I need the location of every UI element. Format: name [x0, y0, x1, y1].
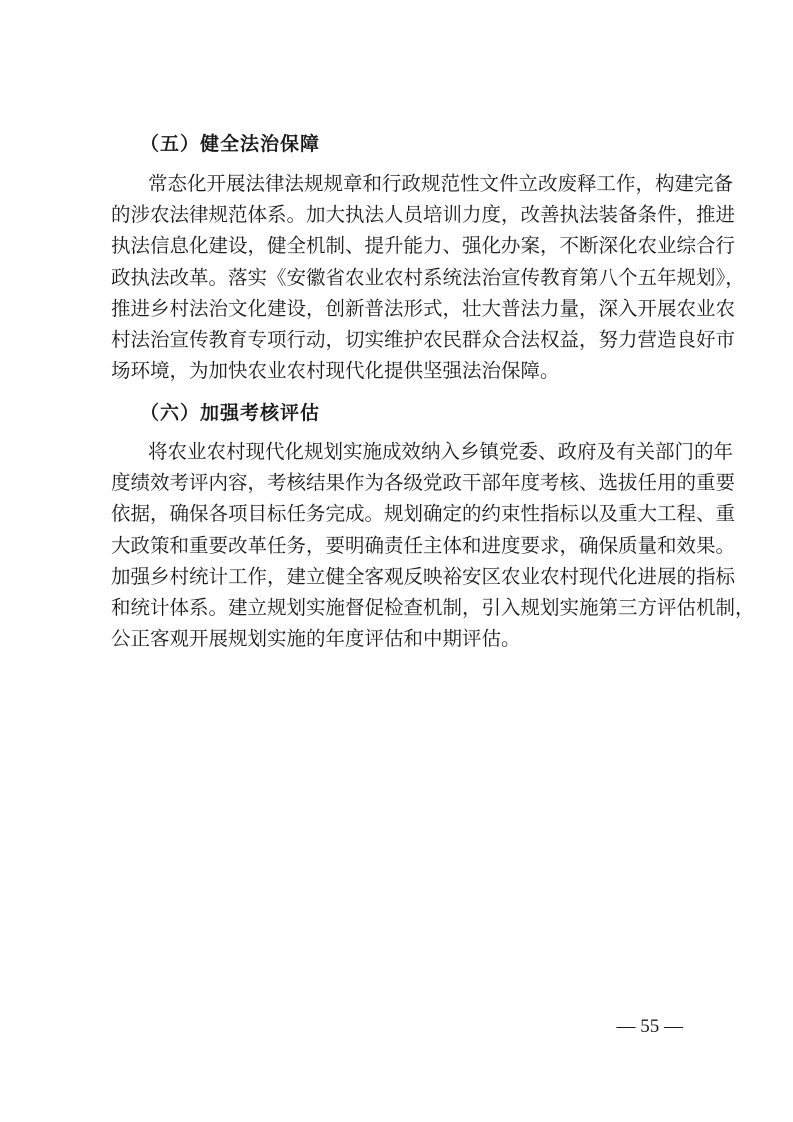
paragraph-line: 度绩效考评内容，考核结果作为各级党政干部年度考核、选拔任用的重要: [111, 471, 736, 495]
paragraph-line: 和统计体系。建立规划实施督促检查机制，引入规划实施第三方评估机制，: [111, 595, 755, 619]
paragraph-line: 推进乡村法治文化建设，创新普法形式，壮大普法力量，深入开展农业农: [111, 296, 736, 320]
paragraph-line: 执法信息化建设，健全机制、提升能力、强化办案，不断深化农业综合行: [111, 234, 736, 258]
section-6-paragraph: [111, 436, 755, 654]
paragraph-line: 大政策和重要改革任务，要明确责任主体和进度要求，确保质量和效果。: [111, 533, 736, 557]
paragraph-line: 依据，确保各项目标任务完成。规划确定的约束性指标以及重大工程、重: [111, 502, 736, 526]
paragraph-line: 公正客观开展规划实施的年度评估和中期评估。: [111, 627, 521, 651]
section-heading-5: （五）健全法治保障: [140, 133, 321, 155]
paragraph-line: 常态化开展法律法规规章和行政规范性文件立改废释工作，构建完备: [148, 172, 734, 195]
paragraph-line: 加强乡村统计工作，建立健全客观反映裕安区农业农村现代化进展的指标: [111, 564, 736, 588]
paragraph-line: 将农业农村现代化规划实施成效纳入乡镇党委、政府及有关部门的年: [148, 440, 734, 463]
page-number: — 55 —: [616, 1016, 683, 1037]
paragraph-line: 场环境，为加快农业农村现代化提供坚强法治保障。: [111, 359, 560, 383]
section-5-paragraph: [111, 168, 745, 386]
paragraph-line: 的涉农法律规范体系。加大执法人员培训力度，改善执法装备条件，推进: [111, 203, 736, 227]
section-heading-6: （六）加强考核评估: [140, 402, 321, 424]
paragraph-line: 政执法改革。落实《安徽省农业农村系统法治宣传教育第八个五年规划》，: [111, 265, 745, 289]
paragraph-line: 村法治宣传教育专项行动，切实维护农民群众合法权益，努力营造良好市: [111, 327, 736, 351]
